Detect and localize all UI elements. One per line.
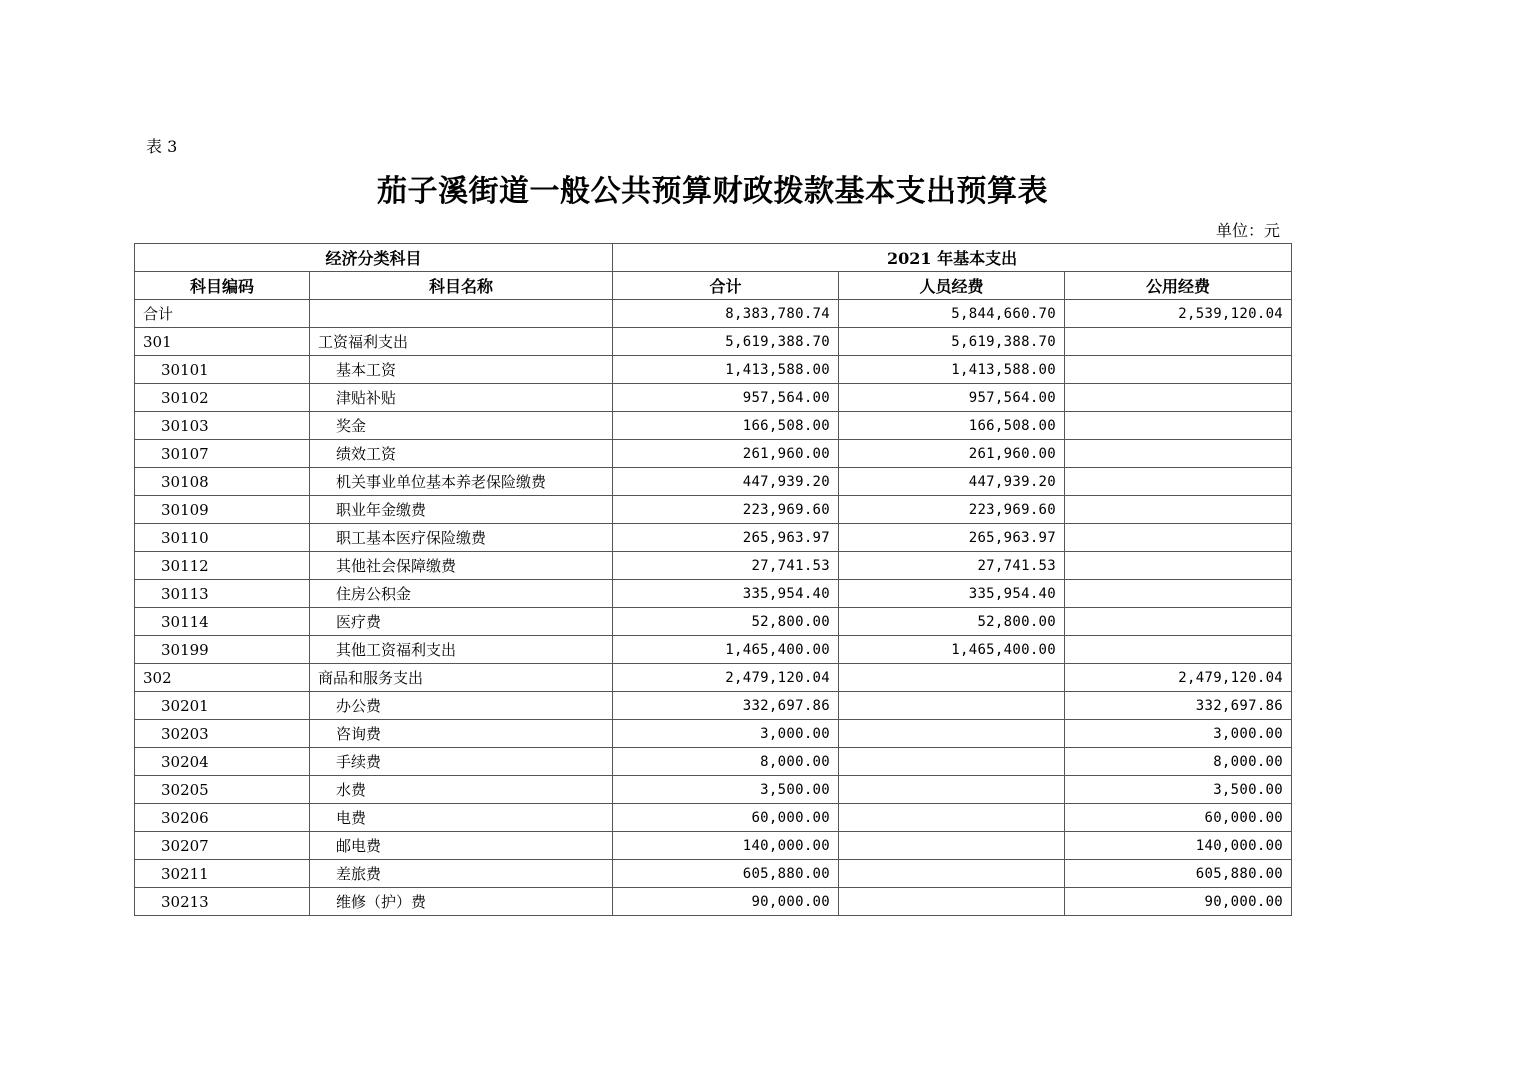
table-row bbox=[135, 384, 1292, 412]
cell-subject-name: 水费 bbox=[310, 776, 613, 804]
cell-personnel-expense bbox=[839, 832, 1065, 860]
cell-personnel-expense: 52,800.00 bbox=[839, 608, 1065, 636]
cell-personnel-expense: 223,969.60 bbox=[839, 496, 1065, 524]
cell-public-expense bbox=[1065, 384, 1292, 412]
cell-personnel-expense bbox=[839, 720, 1065, 748]
cell-subject-code: 30114 bbox=[135, 608, 310, 636]
cell-total: 261,960.00 bbox=[613, 440, 839, 468]
cell-total: 265,963.97 bbox=[613, 524, 839, 552]
cell-personnel-expense: 447,939.20 bbox=[839, 468, 1065, 496]
cell-subject-name: 职业年金缴费 bbox=[310, 496, 613, 524]
header-subject-name: 科目名称 bbox=[310, 272, 613, 300]
cell-subject-code: 30107 bbox=[135, 440, 310, 468]
cell-public-expense bbox=[1065, 440, 1292, 468]
table-body bbox=[135, 300, 1292, 916]
table-row bbox=[135, 748, 1292, 776]
cell-subject-code: 30205 bbox=[135, 776, 310, 804]
cell-public-expense: 2,539,120.04 bbox=[1065, 300, 1292, 328]
cell-total: 60,000.00 bbox=[613, 804, 839, 832]
cell-subject-name: 绩效工资 bbox=[310, 440, 613, 468]
cell-personnel-expense: 27,741.53 bbox=[839, 552, 1065, 580]
cell-personnel-expense: 261,960.00 bbox=[839, 440, 1065, 468]
cell-total: 90,000.00 bbox=[613, 888, 839, 916]
cell-public-expense: 8,000.00 bbox=[1065, 748, 1292, 776]
cell-subject-name: 医疗费 bbox=[310, 608, 613, 636]
cell-total: 605,880.00 bbox=[613, 860, 839, 888]
table-row bbox=[135, 412, 1292, 440]
cell-subject-code: 30112 bbox=[135, 552, 310, 580]
cell-total: 957,564.00 bbox=[613, 384, 839, 412]
cell-subject-name: 邮电费 bbox=[310, 832, 613, 860]
cell-subject-code: 30201 bbox=[135, 692, 310, 720]
cell-personnel-expense bbox=[839, 776, 1065, 804]
cell-public-expense bbox=[1065, 496, 1292, 524]
cell-public-expense: 60,000.00 bbox=[1065, 804, 1292, 832]
cell-total: 1,465,400.00 bbox=[613, 636, 839, 664]
cell-public-expense: 332,697.86 bbox=[1065, 692, 1292, 720]
cell-public-expense bbox=[1065, 328, 1292, 356]
cell-personnel-expense: 166,508.00 bbox=[839, 412, 1065, 440]
cell-subject-name: 津贴补贴 bbox=[310, 384, 613, 412]
cell-subject-code: 30110 bbox=[135, 524, 310, 552]
cell-subject-code: 30108 bbox=[135, 468, 310, 496]
table-row bbox=[135, 328, 1292, 356]
header-personnel-expense: 人员经费 bbox=[839, 272, 1065, 300]
table-row bbox=[135, 468, 1292, 496]
cell-total: 27,741.53 bbox=[613, 552, 839, 580]
cell-subject-name: 维修（护）费 bbox=[310, 888, 613, 916]
cell-total: 335,954.40 bbox=[613, 580, 839, 608]
page-title: 茄子溪街道一般公共预算财政拨款基本支出预算表 bbox=[377, 174, 1048, 209]
table-row bbox=[135, 860, 1292, 888]
cell-total: 2,479,120.04 bbox=[613, 664, 839, 692]
cell-public-expense bbox=[1065, 412, 1292, 440]
cell-total: 332,697.86 bbox=[613, 692, 839, 720]
cell-total: 5,619,388.70 bbox=[613, 328, 839, 356]
cell-subject-code: 301 bbox=[135, 328, 310, 356]
table-number: 表 3 bbox=[146, 137, 178, 156]
cell-total: 8,383,780.74 bbox=[613, 300, 839, 328]
table-row bbox=[135, 524, 1292, 552]
cell-subject-name: 手续费 bbox=[310, 748, 613, 776]
table-row bbox=[135, 440, 1292, 468]
table-row bbox=[135, 552, 1292, 580]
cell-personnel-expense: 335,954.40 bbox=[839, 580, 1065, 608]
cell-total: 447,939.20 bbox=[613, 468, 839, 496]
cell-subject-code: 30101 bbox=[135, 356, 310, 384]
table-row bbox=[135, 356, 1292, 384]
cell-subject-code: 30113 bbox=[135, 580, 310, 608]
cell-total: 3,000.00 bbox=[613, 720, 839, 748]
cell-public-expense: 605,880.00 bbox=[1065, 860, 1292, 888]
cell-subject-name: 其他工资福利支出 bbox=[310, 636, 613, 664]
table-row bbox=[135, 608, 1292, 636]
table-row bbox=[135, 720, 1292, 748]
unit-label: 单位：元 bbox=[1215, 221, 1280, 240]
cell-public-expense bbox=[1065, 552, 1292, 580]
header-basic-expenditure-2021: 2021 年基本支出 bbox=[613, 244, 1292, 272]
cell-subject-code: 30109 bbox=[135, 496, 310, 524]
cell-total: 140,000.00 bbox=[613, 832, 839, 860]
cell-subject-name bbox=[310, 300, 613, 328]
table-row bbox=[135, 776, 1292, 804]
table-row bbox=[135, 832, 1292, 860]
cell-total: 3,500.00 bbox=[613, 776, 839, 804]
cell-total: 166,508.00 bbox=[613, 412, 839, 440]
cell-public-expense bbox=[1065, 356, 1292, 384]
cell-public-expense: 2,479,120.04 bbox=[1065, 664, 1292, 692]
table-row bbox=[135, 888, 1292, 916]
header-economic-classification: 经济分类科目 bbox=[135, 244, 613, 272]
cell-total: 223,969.60 bbox=[613, 496, 839, 524]
cell-subject-code: 30102 bbox=[135, 384, 310, 412]
cell-public-expense: 90,000.00 bbox=[1065, 888, 1292, 916]
cell-personnel-expense bbox=[839, 692, 1065, 720]
cell-personnel-expense: 1,465,400.00 bbox=[839, 636, 1065, 664]
cell-subject-code: 30204 bbox=[135, 748, 310, 776]
cell-subject-code: 30206 bbox=[135, 804, 310, 832]
cell-total: 52,800.00 bbox=[613, 608, 839, 636]
cell-subject-name: 职工基本医疗保险缴费 bbox=[310, 524, 613, 552]
cell-subject-name: 机关事业单位基本养老保险缴费 bbox=[310, 468, 613, 496]
cell-subject-code: 30213 bbox=[135, 888, 310, 916]
cell-total: 1,413,588.00 bbox=[613, 356, 839, 384]
cell-public-expense bbox=[1065, 580, 1292, 608]
cell-public-expense: 3,500.00 bbox=[1065, 776, 1292, 804]
cell-subject-name: 差旅费 bbox=[310, 860, 613, 888]
cell-subject-code: 302 bbox=[135, 664, 310, 692]
cell-subject-code: 30207 bbox=[135, 832, 310, 860]
cell-personnel-expense bbox=[839, 860, 1065, 888]
cell-subject-name: 奖金 bbox=[310, 412, 613, 440]
cell-personnel-expense: 1,413,588.00 bbox=[839, 356, 1065, 384]
cell-personnel-expense bbox=[839, 748, 1065, 776]
cell-public-expense: 3,000.00 bbox=[1065, 720, 1292, 748]
cell-personnel-expense bbox=[839, 888, 1065, 916]
table-row bbox=[135, 300, 1292, 328]
cell-public-expense bbox=[1065, 468, 1292, 496]
table-row bbox=[135, 664, 1292, 692]
cell-subject-code: 30199 bbox=[135, 636, 310, 664]
cell-subject-code: 合计 bbox=[135, 300, 310, 328]
cell-personnel-expense: 5,844,660.70 bbox=[839, 300, 1065, 328]
header-total: 合计 bbox=[613, 272, 839, 300]
table-row bbox=[135, 496, 1292, 524]
cell-public-expense bbox=[1065, 636, 1292, 664]
cell-public-expense bbox=[1065, 608, 1292, 636]
header-subject-code: 科目编码 bbox=[135, 272, 310, 300]
cell-public-expense bbox=[1065, 524, 1292, 552]
cell-subject-code: 30103 bbox=[135, 412, 310, 440]
budget-table bbox=[134, 243, 1292, 916]
cell-subject-name: 住房公积金 bbox=[310, 580, 613, 608]
header-column-row bbox=[135, 272, 1292, 300]
cell-subject-name: 商品和服务支出 bbox=[310, 664, 613, 692]
cell-subject-name: 咨询费 bbox=[310, 720, 613, 748]
table-row bbox=[135, 692, 1292, 720]
cell-personnel-expense: 265,963.97 bbox=[839, 524, 1065, 552]
cell-personnel-expense: 957,564.00 bbox=[839, 384, 1065, 412]
table-row bbox=[135, 804, 1292, 832]
cell-personnel-expense: 5,619,388.70 bbox=[839, 328, 1065, 356]
cell-subject-name: 基本工资 bbox=[310, 356, 613, 384]
cell-subject-name: 电费 bbox=[310, 804, 613, 832]
cell-total: 8,000.00 bbox=[613, 748, 839, 776]
cell-subject-code: 30203 bbox=[135, 720, 310, 748]
cell-subject-name: 其他社会保障缴费 bbox=[310, 552, 613, 580]
table-row bbox=[135, 636, 1292, 664]
table-row bbox=[135, 580, 1292, 608]
cell-personnel-expense bbox=[839, 804, 1065, 832]
cell-public-expense: 140,000.00 bbox=[1065, 832, 1292, 860]
cell-subject-name: 办公费 bbox=[310, 692, 613, 720]
header-public-expense: 公用经费 bbox=[1065, 272, 1292, 300]
cell-subject-name: 工资福利支出 bbox=[310, 328, 613, 356]
header-group-row bbox=[135, 244, 1292, 272]
cell-subject-code: 30211 bbox=[135, 860, 310, 888]
cell-personnel-expense bbox=[839, 664, 1065, 692]
